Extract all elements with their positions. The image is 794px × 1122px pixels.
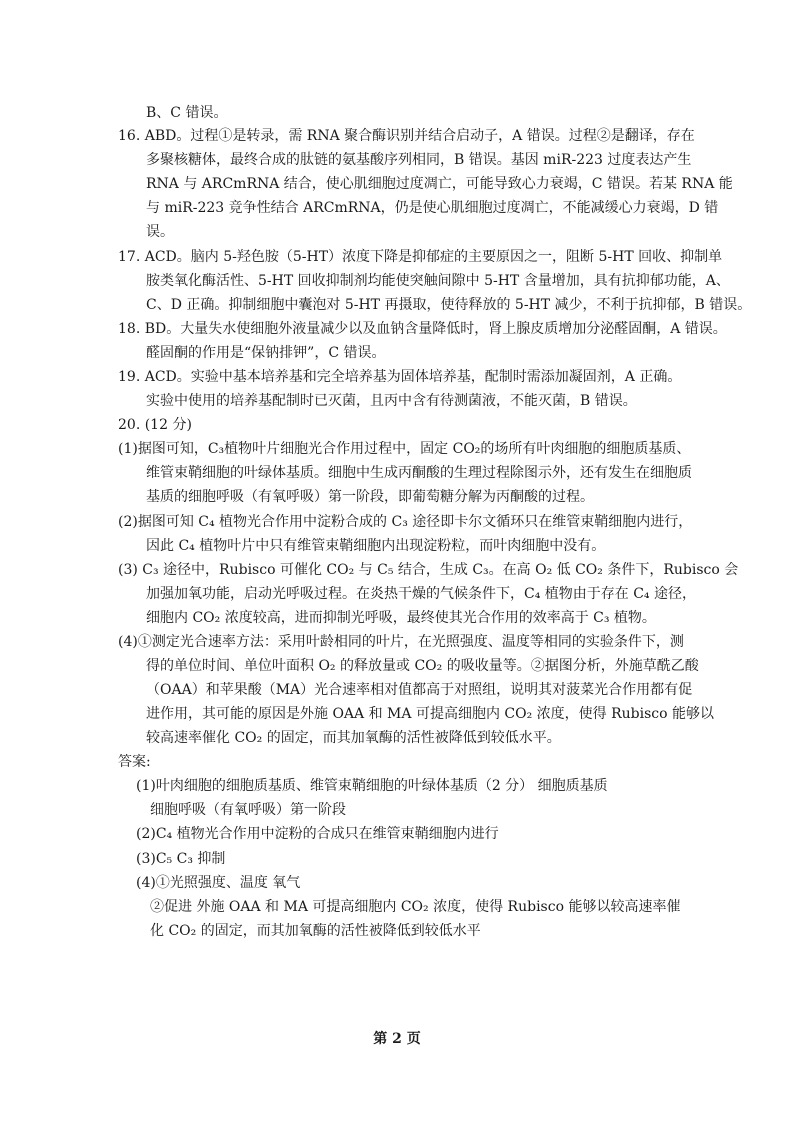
text-line: 多聚核糖体，最终合成的肽链的氨基酸序列相同，B 错误。基因 miR-223 过度表达产生 bbox=[146, 152, 692, 168]
text-line: 20. (12 分) bbox=[118, 417, 192, 433]
text-line: 细胞内 CO₂ 浓度较高，进而抑制光呼吸，最终使其光合作用的效率高于 C₃ 植物。 bbox=[146, 610, 656, 626]
text-line: 细胞呼吸（有氧呼吸）第一阶段 bbox=[150, 802, 346, 818]
text-line: 加强加氧功能，启动光呼吸过程。在炎热干燥的气候条件下，C₄ 植物由于存在 C₄ 途径， bbox=[146, 586, 696, 602]
text-line: 答案: bbox=[118, 754, 151, 770]
text-line: 较高速率催化 CO₂ 的固定，而其加氧酶的活性被降低到较低水平。 bbox=[146, 730, 561, 746]
text-line: B、C 错误。 bbox=[146, 105, 228, 121]
text-line: 与 miR-223 竞争性结合 ARCmRNA，仍是使心肌细胞过度凋亡，不能减缓心力衰竭，D 错 bbox=[146, 200, 719, 216]
text-line: 醛固酮的作用是“保钠排钾”，C 错误。 bbox=[146, 345, 386, 361]
text-line: 18. BD。大量失水使细胞外液量减少以及血钠含量降低时，肾上腺皮质增加分泌醛固酮，A 错误。 bbox=[118, 321, 727, 337]
text-line: (4)①测定光合速率方法：采用叶龄相同的叶片，在光照强度、温度等相同的实验条件下，测 bbox=[118, 634, 684, 650]
text-line: (3) C₃ 途径中，Rubisco 可催化 CO₂ 与 C₅ 结合，生成 C₃。在高 O₂ 低 CO₂ 条件下，Rubisco 会 bbox=[118, 562, 739, 578]
text-line: （OAA）和苹果酸（MA）光合速率相对值都高于对照组，说明其对菠菜光合作用都有促 bbox=[146, 682, 693, 698]
text-line: 基质的细胞呼吸（有氧呼吸）第一阶段，即葡萄糖分解为丙酮酸的过程。 bbox=[146, 489, 594, 505]
text-line: (3)C₅ C₃ 抑制 bbox=[136, 851, 226, 867]
text-line: (1)叶肉细胞的细胞质基质、维管束鞘细胞的叶绿体基质（2 分） 细胞质基质 bbox=[136, 778, 608, 794]
page-number: 第 2 页 bbox=[373, 1031, 421, 1047]
text-line: (4)①光照强度、温度 氧气 bbox=[136, 875, 301, 891]
text-line: C、D 正确。抑制细胞中囊泡对 5-HT 再摄取，使待释放的 5-HT 减少，不利于抗抑郁，B 错误。 bbox=[146, 297, 752, 313]
text-line: 19. ACD。实验中基本培养基和完全培养基为固体培养基，配制时需添加凝固剂，A 正确。 bbox=[118, 369, 682, 385]
text-line: 因此 C₄ 植物叶片中只有维管束鞘细胞内出现淀粉粒，而叶肉细胞中没有。 bbox=[146, 538, 606, 554]
text-line: 17. ACD。脑内 5-羟色胺（5-HT）浓度下降是抑郁症的主要原因之一，阻断 5-HT 回收、抑制单 bbox=[118, 249, 723, 265]
text-line: (1)据图可知，C₃植物叶片细胞光合作用过程中，固定 CO₂的场所有叶肉细胞的细胞质基质、 bbox=[118, 441, 691, 457]
text-line: 化 CO₂ 的固定，而其加氧酶的活性被降低到较低水平 bbox=[150, 923, 481, 939]
text-line: 误。 bbox=[146, 224, 174, 240]
text-line: RNA 与 ARCmRNA 结合，使心肌细胞过度凋亡，可能导致心力衰竭，C 错误。若某 RNA 能 bbox=[146, 176, 733, 192]
text-line: 16. ABD。过程①是转录，需 RNA 聚合酶识别并结合启动子，A 错误。过程②是翻译，存在 bbox=[118, 128, 695, 144]
text-line: 维管束鞘细胞的叶绿体基质。细胞中生成丙酮酸的生理过程除图示外，还有发生在细胞质 bbox=[146, 465, 692, 481]
text-line: ②促进 外施 OAA 和 MA 可提高细胞内 CO₂ 浓度，使得 Rubisco 能够以较高速率催 bbox=[150, 899, 681, 915]
text-line: 得的单位时间、单位叶面积 O₂ 的释放量或 CO₂ 的吸收量等。②据图分析，外施草酰乙酸 bbox=[146, 658, 699, 674]
text-line: 实验中使用的培养基配制时已灭菌，且丙中含有待测菌液，不能灭菌，B 错误。 bbox=[146, 393, 637, 409]
text-line: (2)据图可知 C₄ 植物光合作用中淀粉合成的 C₃ 途径即卡尔文循环只在维管束鞘细胞内进行， bbox=[118, 514, 693, 530]
text-line: (2)C₄ 植物光合作用中淀粉的合成只在维管束鞘细胞内进行 bbox=[136, 826, 499, 842]
text-line: 胺类氧化酶活性、5-HT 回收抑制剂均能使突触间隙中 5-HT 含量增加，具有抗抑郁功能，A、 bbox=[146, 273, 730, 289]
text-line: 进作用，其可能的原因是外施 OAA 和 MA 可提高细胞内 CO₂ 浓度，使得 Rubisco 能够以 bbox=[146, 706, 714, 722]
